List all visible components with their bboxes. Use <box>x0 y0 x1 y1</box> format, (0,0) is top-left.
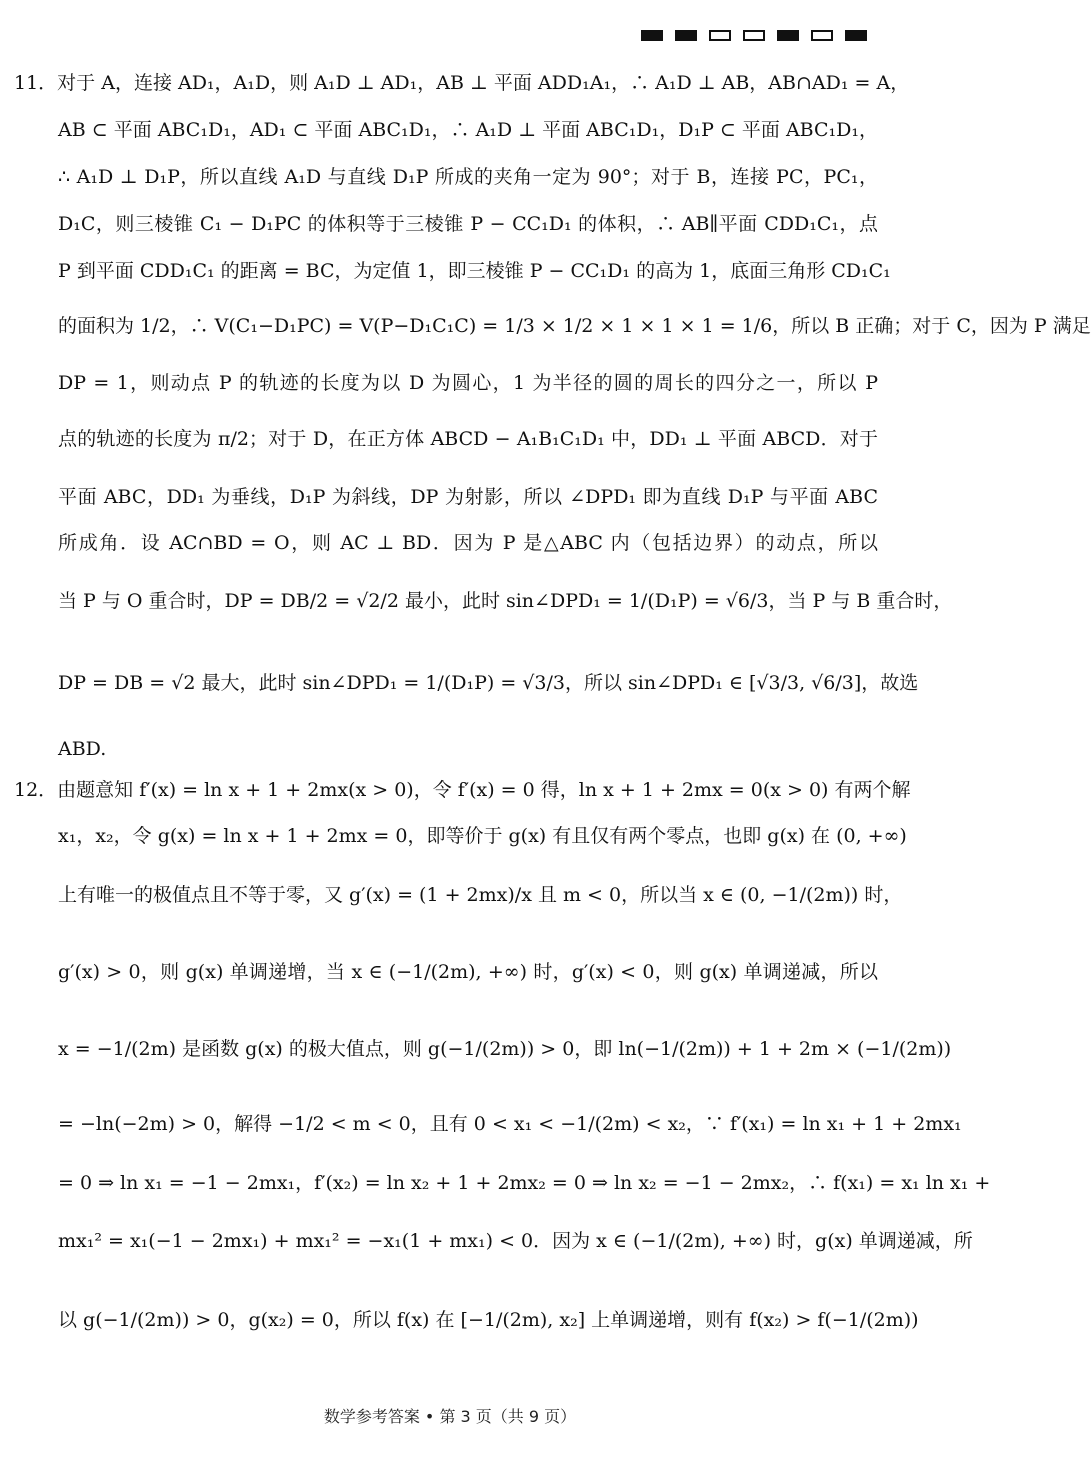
q11-line-1: 11．对于 A，连接 AD₁，A₁D，则 A₁D ⊥ AD₁，AB ⊥ 平面 ADD₁A₁，∴ A₁D ⊥ AB，AB∩AD₁ = A， <box>14 72 910 94</box>
q12-line-9: 以 g(−1/(2m)) > 0，g(x₂) = 0，所以 f(x) 在 [−1/(2m), x₂] 上单调递增，则有 f(x₂) > f(−1/(2m)) <box>58 1309 919 1331</box>
q11-line-10: 所成角．设 AC∩BD = O，则 AC ⊥ BD．因为 P 是△ABC 内（包括边界）的动点，所以 <box>58 532 878 554</box>
q12-line-6: = −ln(−2m) > 0，解得 −1/2 < m < 0，且有 0 < x₁ < −1/(2m) < x₂，∵ f′(x₁) = ln x₁ + 1 + 2mx₁ <box>58 1113 962 1135</box>
q12-line-7: = 0 ⇒ ln x₁ = −1 − 2mx₁，f′(x₂) = ln x₂ + 1 + 2mx₂ = 0 ⇒ ln x₂ = −1 − 2mx₂，∴ f(x₁) = x₁ ln x₁ + <box>58 1172 991 1194</box>
q11-line-7: DP = 1，则动点 P 的轨迹的长度为以 D 为圆心，1 为半径的圆的周长的四分之一，所以 P <box>58 372 879 394</box>
q11-line-12: DP = DB = √2 最大，此时 sin∠DPD₁ = 1/(D₁P) = √3/3，所以 sin∠DPD₁ ∈ [√3/3, √6/3]，故选 <box>58 672 919 694</box>
q12-line-3: 上有唯一的极值点且不等于零，又 g′(x) = (1 + 2mx)/x 且 m < 0，所以当 x ∈ (0, −1/(2m)) 时， <box>58 884 903 906</box>
q11-line-8: 点的轨迹的长度为 π/2；对于 D，在正方体 ABCD − A₁B₁C₁D₁ 中，DD₁ ⊥ 平面 ABCD．对于 <box>58 428 878 450</box>
header-mark-7 <box>845 30 867 41</box>
q11-line-11: 当 P 与 O 重合时，DP = DB/2 = √2/2 最小，此时 sin∠DPD₁ = 1/(D₁P) = √6/3，当 P 与 B 重合时， <box>58 590 953 612</box>
page-footer: 数学参考答案 • 第 3 页（共 9 页） <box>323 1407 577 1426</box>
q12-line-2: x₁，x₂，令 g(x) = ln x + 1 + 2mx = 0，即等价于 g(x) 有且仅有两个零点，也即 g(x) 在 (0, +∞) <box>58 825 907 847</box>
q12-line-1: 12．由题意知 f′(x) = ln x + 1 + 2mx(x > 0)，令 f′(x) = 0 得，ln x + 1 + 2mx = 0(x > 0) 有两个解 <box>14 779 911 801</box>
header-mark-4 <box>743 30 765 41</box>
header-mark-1 <box>641 30 663 41</box>
header-mark-3 <box>709 30 731 41</box>
header-marks <box>641 30 867 41</box>
q12-line-8: mx₁² = x₁(−1 − 2mx₁) + mx₁² = −x₁(1 + mx₁) < 0．因为 x ∈ (−1/(2m), +∞) 时，g(x) 单调递减，所 <box>58 1230 973 1252</box>
q12-line-5: x = −1/(2m) 是函数 g(x) 的极大值点，则 g(−1/(2m)) > 0，即 ln(−1/(2m)) + 1 + 2m × (−1/(2m)) <box>58 1038 952 1060</box>
q11-line-2: AB ⊂ 平面 ABC₁D₁，AD₁ ⊂ 平面 ABC₁D₁，∴ A₁D ⊥ 平面 ABC₁D₁，D₁P ⊂ 平面 ABC₁D₁， <box>58 119 878 141</box>
header-mark-6 <box>811 30 833 41</box>
q11-line-3: ∴ A₁D ⊥ D₁P，所以直线 A₁D 与直线 D₁P 所成的夹角一定为 90°；对于 B，连接 PC，PC₁， <box>58 166 878 188</box>
header-mark-2 <box>675 30 697 41</box>
q11-line-9: 平面 ABC，DD₁ 为垂线，D₁P 为斜线，DP 为射影，所以 ∠DPD₁ 即为直线 D₁P 与平面 ABC <box>58 486 878 508</box>
q11-line-13: ABD. <box>58 738 107 760</box>
header-mark-5 <box>777 30 799 41</box>
q11-line-4: D₁C，则三棱锥 C₁ − D₁PC 的体积等于三棱锥 P − CC₁D₁ 的体积，∴ AB∥平面 CDD₁C₁，点 <box>58 213 878 235</box>
q11-line-6: 的面积为 1/2，∴ V(C₁−D₁PC) = V(P−D₁C₁C) = 1/3 × 1/2 × 1 × 1 × 1 = 1/6，所以 B 正确；对于 C，因为 P 满足 <box>58 315 1091 337</box>
q12-line-4: g′(x) > 0，则 g(x) 单调递增，当 x ∈ (−1/(2m), +∞) 时，g′(x) < 0，则 g(x) 单调递减，所以 <box>58 961 878 983</box>
q11-line-5: P 到平面 CDD₁C₁ 的距离 = BC，为定值 1，即三棱锥 P − CC₁D₁ 的高为 1，底面三角形 CD₁C₁ <box>58 260 891 282</box>
